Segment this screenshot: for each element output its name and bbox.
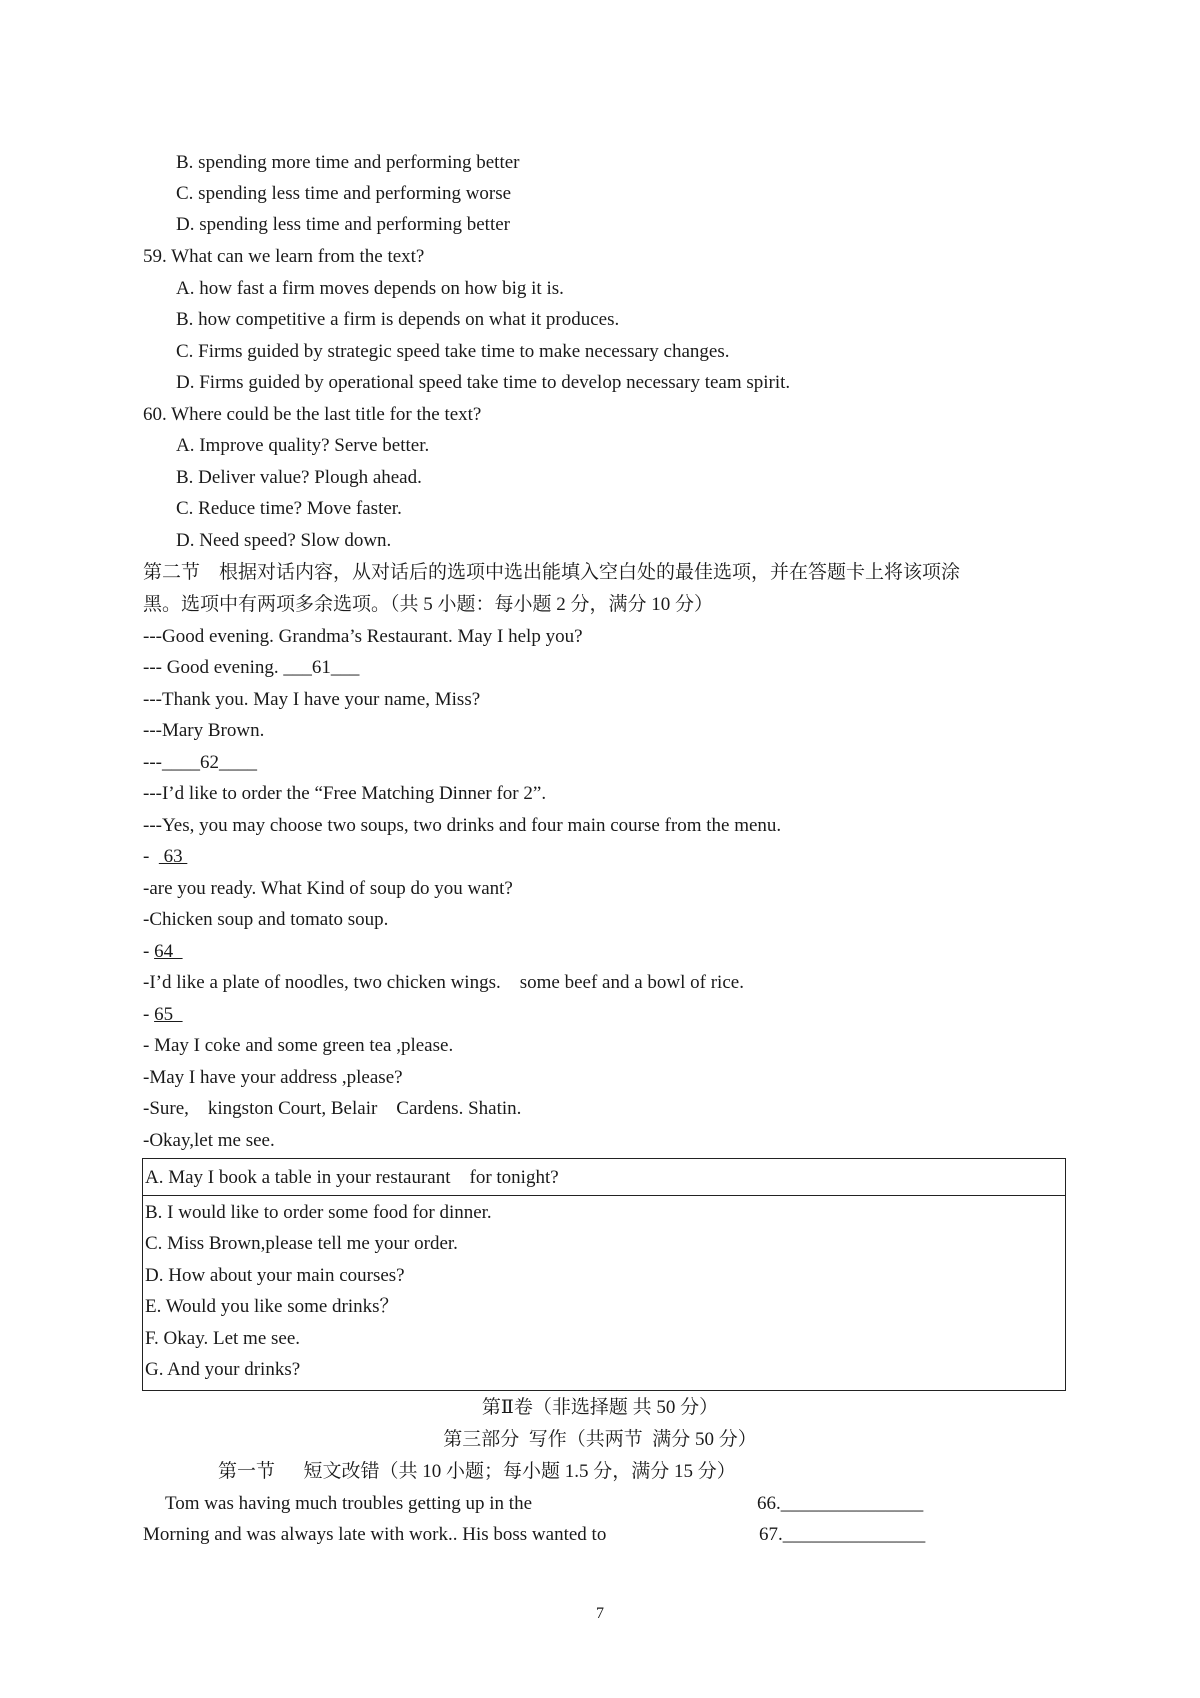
choice-e: E. Would you like some drinks？ — [145, 1296, 399, 1317]
dialogue-text: - — [143, 941, 155, 962]
answer-number: 66. — [757, 1493, 781, 1514]
choice-a: A. May I book a table in your restaurant for tonight? — [145, 1167, 559, 1188]
dialogue-line-16: -Sure, kingston Court, Belair Cardens. Shatin. — [143, 1098, 522, 1119]
q59-stem: 59. What can we learn from the text? — [143, 246, 425, 267]
dialogue-line-13 — [143, 1002, 183, 1028]
section2-instruction-line2: 黑。选项中有两项多余选项。（共 5 小题：每小题 2 分，满分 10 分） — [143, 594, 714, 615]
dialogue-line-2 — [143, 655, 359, 681]
q58-option-b: B. spending more time and performing better — [176, 152, 520, 173]
dialogue-line-7: ---Yes, you may choose two soups, two drinks and four main course from the menu. — [143, 815, 782, 836]
dialogue-line-10: -Chicken soup and tomato soup. — [143, 909, 389, 930]
dialogue-text: --- Good evening. — [143, 657, 284, 678]
dialogue-line-3: ---Thank you. May I have your name, Miss? — [143, 689, 481, 710]
q58-option-c: C. spending less time and performing worse — [176, 183, 512, 204]
section2-instruction-line1: 第二节 根据对话内容，从对话后的选项中选出能填入空白处的最佳选项，并在答题卡上将该项涂 — [143, 562, 961, 583]
dialogue-line-8 — [143, 844, 187, 870]
dialogue-line-5 — [143, 750, 257, 776]
dialogue-line-11 — [143, 939, 183, 965]
part3-title: 第三部分 写作（共两节 满分 50 分） — [443, 1429, 757, 1450]
blank-62: ____62____ — [161, 752, 257, 773]
dialogue-line-17: -Okay,let me see. — [143, 1130, 275, 1151]
dialogue-text: - — [143, 1004, 155, 1025]
choice-d: D. How about your main courses? — [145, 1265, 405, 1286]
answer-blank: _______________ — [782, 1524, 926, 1545]
answer-slot-67 — [759, 1522, 925, 1548]
dialogue-line-1: ---Good evening. Grandma’s Restaurant. May I help you? — [143, 626, 583, 647]
section1-title: 第一节 短文改错（共 10 小题；每小题 1.5 分，满分 15 分） — [218, 1461, 736, 1482]
correction-line-66: Tom was having much troubles getting up in the — [165, 1493, 533, 1514]
q59-option-c: C. Firms guided by strategic speed take time to make necessary changes. — [176, 341, 730, 362]
blank-63: 63 — [158, 846, 188, 867]
part2-title: 第Ⅱ卷（非选择题 共 50 分） — [481, 1397, 719, 1418]
choice-box-bottom — [142, 1195, 1066, 1391]
choice-c: C. Miss Brown,please tell me your order. — [145, 1233, 458, 1254]
choice-f: F. Okay. Let me see. — [145, 1328, 301, 1349]
choice-b: B. I would like to order some food for dinner. — [145, 1202, 492, 1223]
choice-g: G. And your drinks? — [145, 1359, 301, 1380]
dialogue-line-12: -I’d like a plate of noodles, two chicken wings. some beef and a bowl of rice. — [143, 972, 744, 993]
blank-65: 65 — [154, 1004, 183, 1025]
q59-option-d: D. Firms guided by operational speed take time to develop necessary team spirit. — [176, 372, 791, 393]
correction-line-67: Morning and was always late with work.. His boss wanted to — [143, 1524, 607, 1545]
q60-option-b: B. Deliver value? Plough ahead. — [176, 467, 422, 488]
blank-64: 64 — [154, 941, 183, 962]
choice-box-top — [142, 1158, 1066, 1196]
q58-option-d: D. spending less time and performing better — [176, 214, 511, 235]
q60-stem: 60. Where could be the last title for the text? — [143, 404, 482, 425]
dialogue-line-15: -May I have your address ,please? — [143, 1067, 403, 1088]
answer-blank: _______________ — [780, 1493, 924, 1514]
dialogue-line-14: - May I coke and some green tea ,please. — [143, 1035, 454, 1056]
q60-option-d: D. Need speed? Slow down. — [176, 530, 392, 551]
q59-option-a: A. how fast a firm moves depends on how big it is. — [176, 278, 564, 299]
page-number: 7 — [596, 1605, 604, 1622]
dialogue-text: --- — [143, 752, 162, 773]
answer-slot-66 — [757, 1491, 923, 1517]
dialogue-text: - — [143, 846, 159, 867]
q59-option-b: B. how competitive a firm is depends on what it produces. — [176, 309, 620, 330]
answer-number: 67. — [759, 1524, 783, 1545]
dialogue-line-6: ---I’d like to order the “Free Matching Dinner for 2”. — [143, 783, 547, 804]
dialogue-line-9: -are you ready. What Kind of soup do you want? — [143, 878, 513, 899]
blank-61: ___61___ — [283, 657, 360, 678]
q60-option-c: C. Reduce time? Move faster. — [176, 498, 402, 519]
q60-option-a: A. Improve quality? Serve better. — [176, 435, 430, 456]
dialogue-line-4: ---Mary Brown. — [143, 720, 265, 741]
